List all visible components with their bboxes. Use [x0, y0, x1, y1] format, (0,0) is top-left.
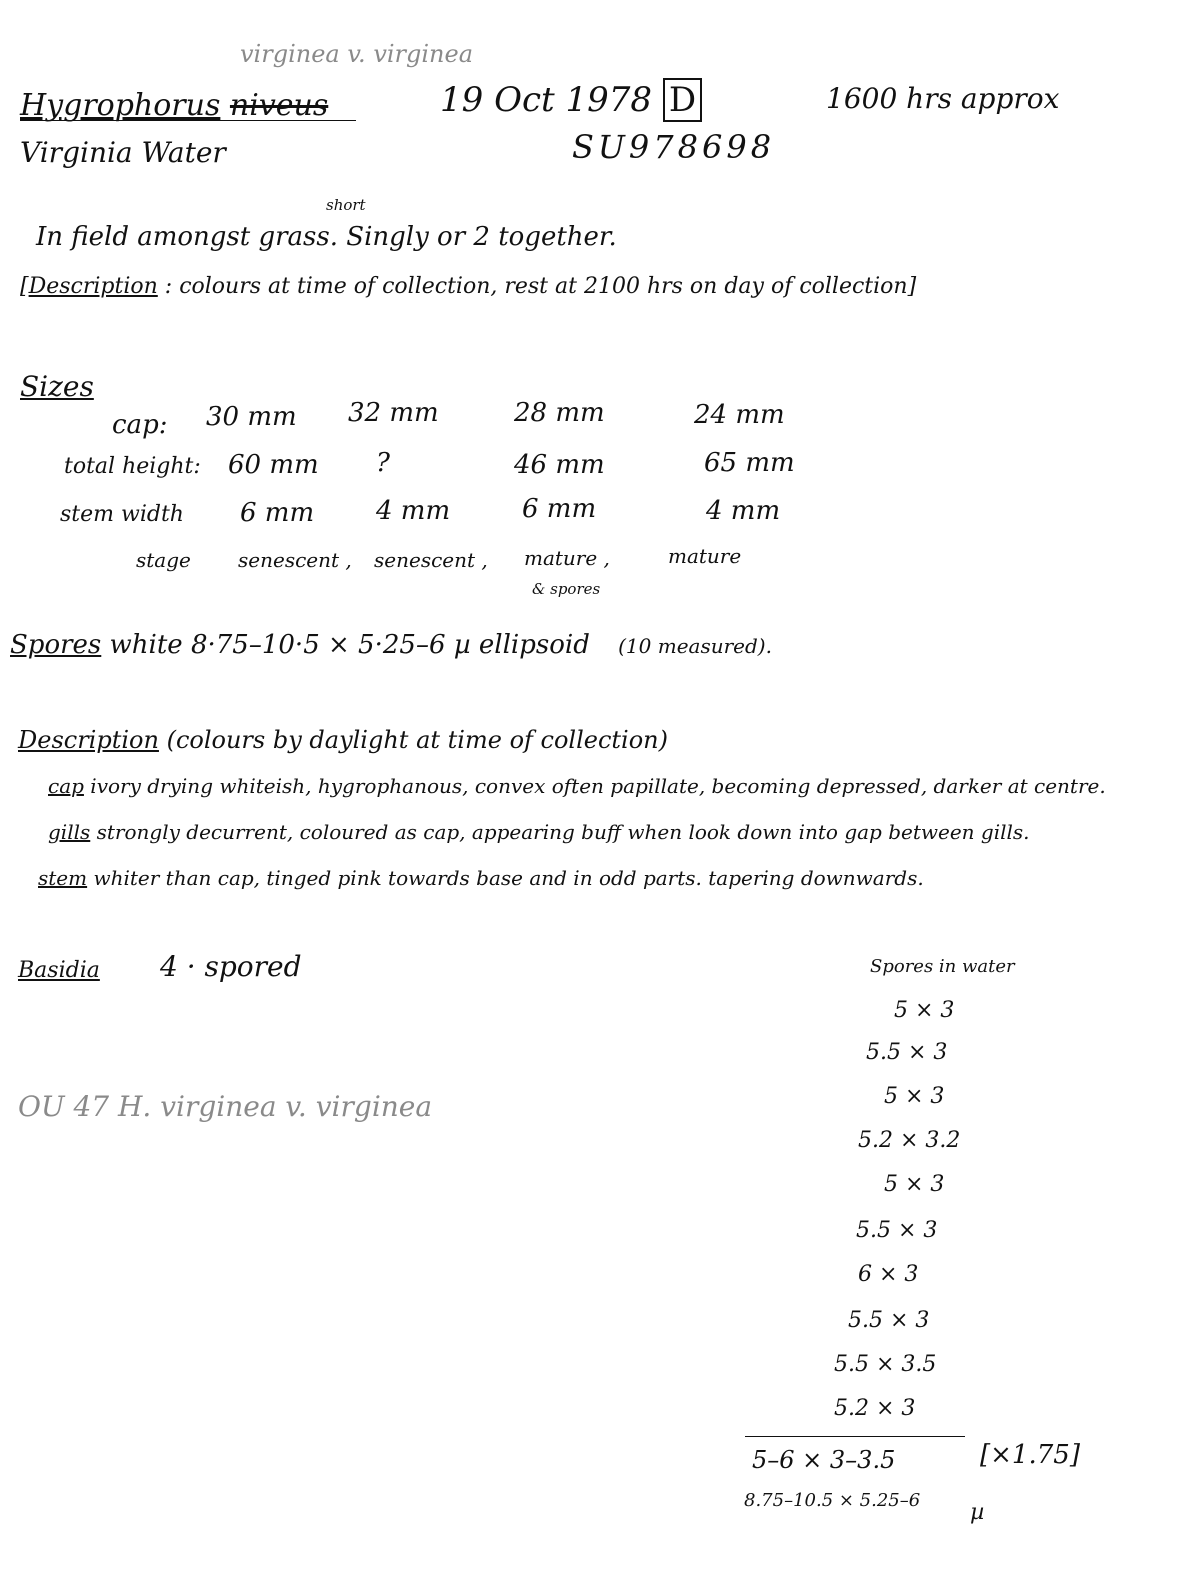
spore-measure-2: 5.5 × 3 [866, 1040, 948, 1065]
basidia-label: Basidia [18, 958, 100, 983]
collection-time: 1600 hrs approx [826, 82, 1060, 115]
desc-stem-line [38, 866, 924, 890]
spore-measure-10: 5.2 × 3 [834, 1396, 916, 1421]
desc-gills-label: gills [48, 820, 91, 844]
size-cap-1: 30 mm [206, 402, 297, 432]
species-genus: Hygrophorus [20, 88, 221, 123]
spore-measure-7: 6 × 3 [858, 1262, 919, 1287]
size-height-4: 65 mm [704, 448, 795, 478]
size-height-3: 46 mm [514, 450, 605, 480]
location: Virginia Water [20, 136, 226, 169]
pencil-note: OU 47 H. virginea v. virginea [18, 1090, 433, 1123]
desc-cap-line [48, 774, 1106, 798]
description-note-text: : colours at time of collection, rest at 2100 hrs on day of collection] [164, 274, 917, 299]
species-name [20, 88, 328, 123]
description-heading-line [18, 726, 668, 754]
description-heading: Description [18, 726, 159, 754]
grid-reference: SU978698 [572, 128, 776, 166]
desc-cap-label: cap [48, 774, 84, 798]
desc-gills-line [48, 820, 1030, 844]
spores-water-heading: Spores in water [870, 956, 1015, 977]
sizes-label-stem: stem width [60, 502, 184, 527]
spores-line [10, 630, 772, 660]
collection-date [440, 80, 702, 120]
stage-note: & spores [532, 580, 601, 598]
habitat-line: In field amongst grass. Singly or 2 together. [36, 222, 617, 252]
stage-2: senescent , [374, 548, 488, 572]
size-height-2: ? [376, 448, 390, 478]
spores-text: white 8·75–10·5 × 5·25–6 µ ellipsoid [109, 630, 590, 660]
desc-stem-label: stem [38, 866, 88, 890]
spore-measure-5: 5 × 3 [884, 1172, 945, 1197]
spore-measure-1: 5 × 3 [894, 998, 955, 1023]
spores-sum-rule [745, 1436, 965, 1437]
sizes-label-stage: stage [136, 548, 191, 572]
spores-unit: µ [970, 1500, 985, 1525]
species-struck: niveus [229, 88, 329, 123]
date-box: D [663, 78, 702, 122]
size-stem-1: 6 mm [240, 498, 315, 528]
spores-converted: 8.75–10.5 × 5.25–6 [744, 1490, 921, 1511]
spore-measure-9: 5.5 × 3.5 [834, 1352, 937, 1377]
desc-gills-text: strongly decurrent, coloured as cap, appearing buff when look down into gap between gills. [96, 820, 1030, 844]
spores-factor: [×1.75] [980, 1440, 1080, 1470]
size-cap-4: 24 mm [694, 400, 785, 430]
spores-note: (10 measured). [618, 634, 772, 658]
size-cap-2: 32 mm [348, 398, 439, 428]
date-text: 19 Oct 1978 [440, 80, 652, 120]
size-stem-4: 4 mm [706, 496, 781, 526]
stage-1: senescent , [238, 548, 352, 572]
spores-label: Spores [10, 630, 102, 660]
size-height-1: 60 mm [228, 450, 319, 480]
sizes-label-height: total height: [64, 454, 201, 479]
insert-word: short [326, 196, 366, 214]
description-heading-note: (colours by daylight at time of collection) [166, 726, 669, 754]
spore-measure-6: 5.5 × 3 [856, 1218, 938, 1243]
title-underline [20, 120, 356, 121]
desc-cap-text: ivory drying whiteish, hygrophanous, convex often papillate, becoming depressed, darker at centre. [90, 774, 1106, 798]
spore-measure-8: 5.5 × 3 [848, 1308, 930, 1333]
size-stem-3: 6 mm [522, 494, 597, 524]
spore-measure-3: 5 × 3 [884, 1084, 945, 1109]
sizes-label-cap: cap: [112, 410, 168, 440]
annotation-top: virginea v. virginea [240, 40, 474, 68]
desc-stem-text: whiter than cap, tinged pink towards base and in odd parts. tapering downwards. [93, 866, 924, 890]
size-stem-2: 4 mm [376, 496, 451, 526]
stage-4: mature [668, 544, 742, 568]
description-note-label: Description [28, 274, 158, 299]
sizes-heading: Sizes [20, 370, 94, 403]
stage-3: mature , [524, 546, 610, 570]
basidia-text: 4 · spored [160, 950, 302, 983]
spores-range: 5–6 × 3–3.5 [752, 1446, 896, 1474]
description-note: [Description : colours at time of collection, rest at 2100 hrs on day of collection] [20, 274, 917, 299]
spore-measure-4: 5.2 × 3.2 [858, 1128, 961, 1153]
size-cap-3: 28 mm [514, 398, 605, 428]
